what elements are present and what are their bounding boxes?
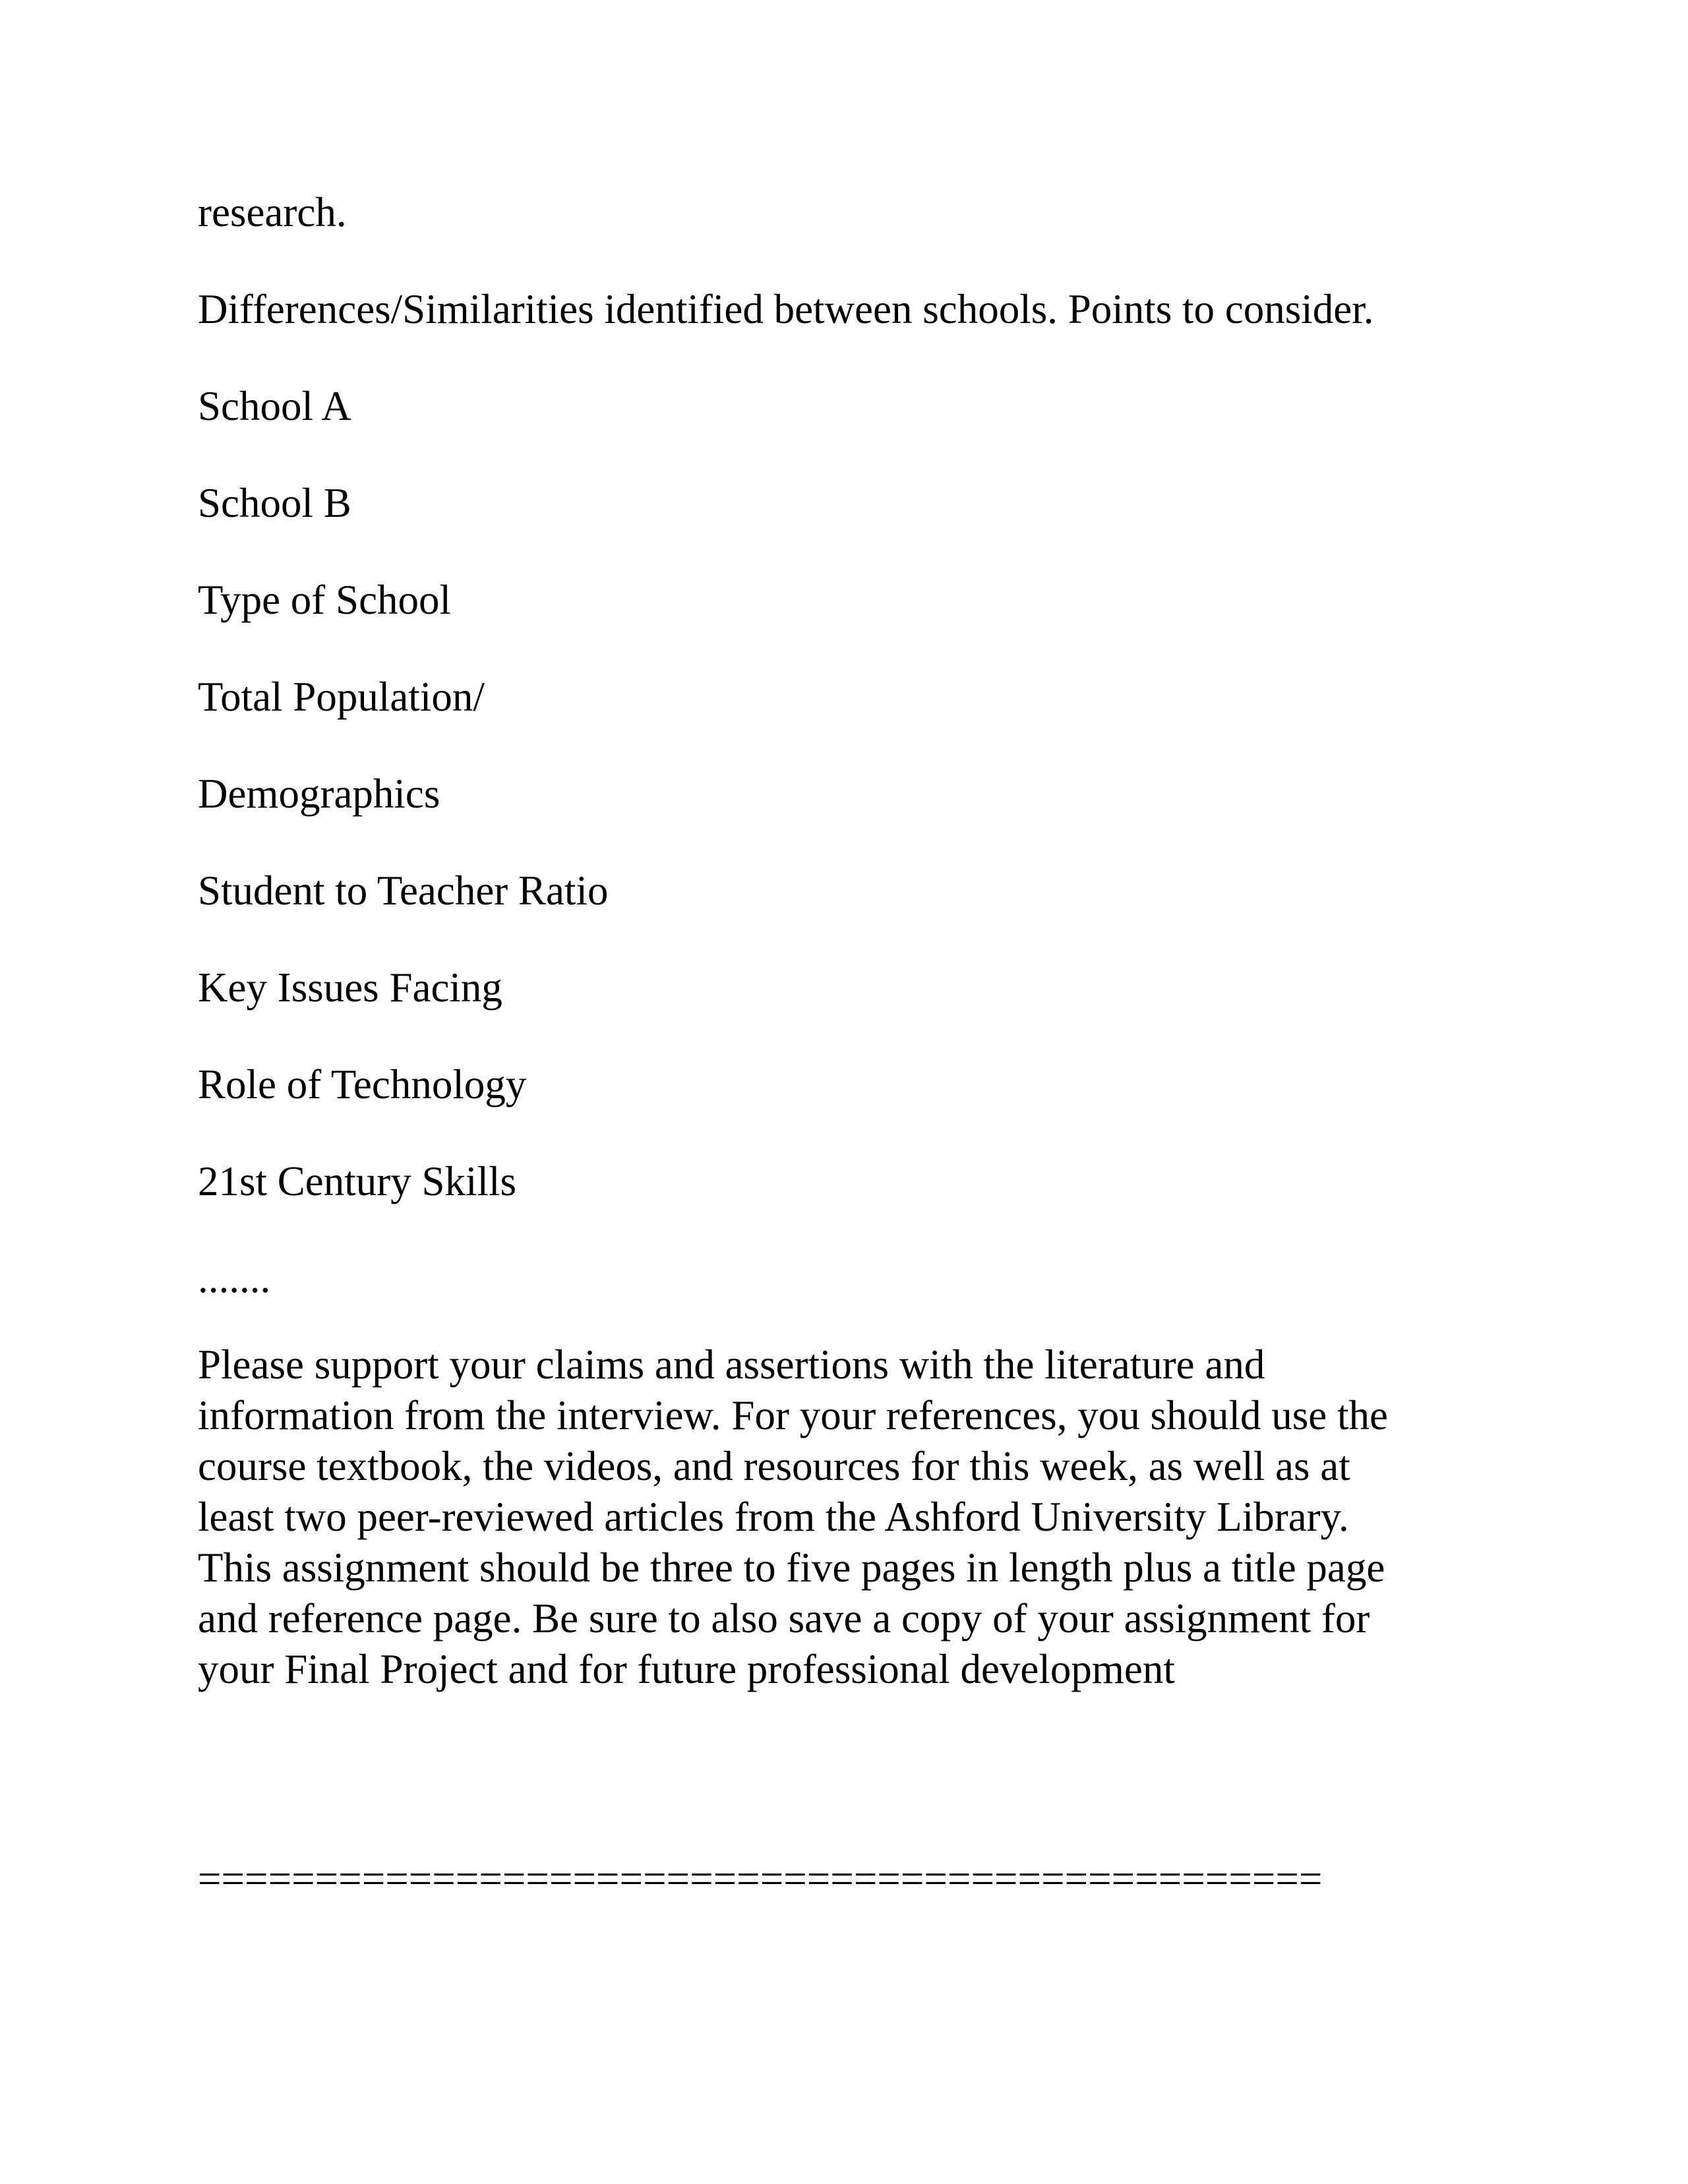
text-line-key-issues: Key Issues Facing	[198, 964, 502, 1011]
paragraph-line: least two peer-reviewed articles from the Ashford University Library.	[198, 1494, 1349, 1540]
text-line-differences-similarities: Differences/Similarities identified between schools. Points to consider.	[198, 286, 1374, 332]
text-line-demographics: Demographics	[198, 771, 440, 817]
paragraph-line: your Final Project and for future professional development	[198, 1646, 1175, 1692]
document-body	[198, 187, 1517, 1695]
paragraph-line: This assignment should be three to five pages in length plus a title page	[198, 1545, 1385, 1591]
separator-line: ================================================	[198, 1856, 1323, 1902]
text-line-school-a: School A	[198, 383, 351, 429]
text-line-student-teacher-ratio: Student to Teacher Ratio	[198, 868, 609, 914]
paragraph-line: course textbook, the videos, and resources for this week, as well as at	[198, 1443, 1350, 1489]
text-line-total-population: Total Population/	[198, 674, 485, 720]
text-line-21st-century-skills: 21st Century Skills	[198, 1158, 517, 1204]
text-line-type-of-school: Type of School	[198, 577, 452, 623]
text-line-role-of-technology: Role of Technology	[198, 1061, 527, 1107]
paragraph-line: Please support your claims and assertions with the literature and	[198, 1342, 1265, 1388]
paragraph-line: information from the interview. For your references, you should use the	[198, 1392, 1388, 1438]
paragraph-line: and reference page. Be sure to also save a copy of your assignment for	[198, 1595, 1370, 1641]
ellipsis-line: .......	[198, 1255, 271, 1301]
text-line-research: research.	[198, 189, 347, 235]
instructions-paragraph	[198, 1340, 1490, 1695]
text-line-school-b: School B	[198, 480, 351, 526]
